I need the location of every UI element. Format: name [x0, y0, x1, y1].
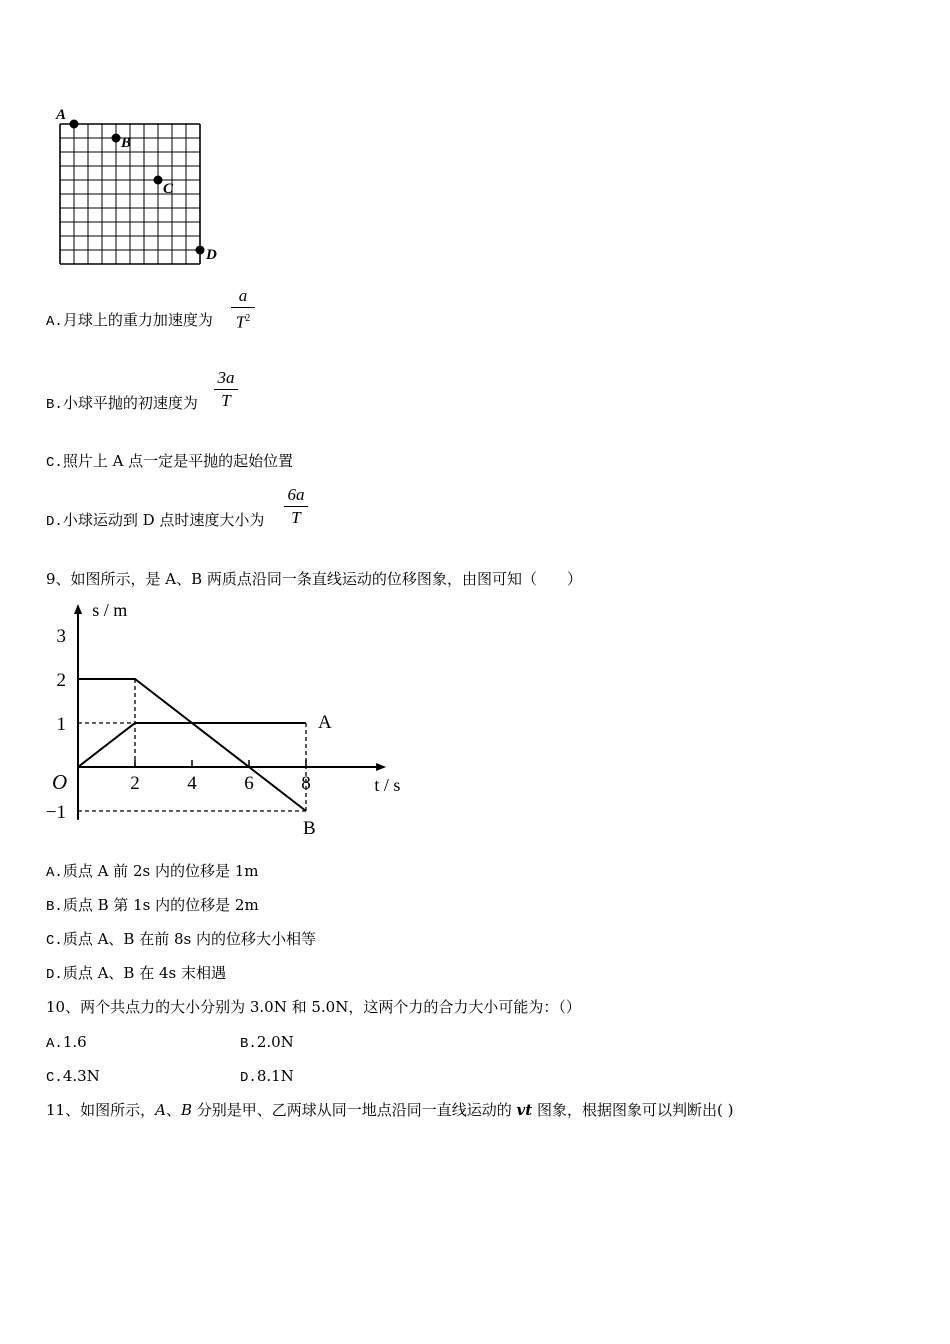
- option-letter: C.: [46, 455, 63, 471]
- x-axis-arrow: [376, 763, 386, 771]
- option-letter: A.: [46, 1036, 63, 1052]
- point-c-label: C: [163, 181, 174, 197]
- q9-option-a: [46, 861, 259, 883]
- y-axis-label: s / m: [92, 600, 128, 620]
- point-c: [154, 176, 163, 185]
- q8-option-a: [46, 310, 213, 332]
- point-d: [196, 246, 205, 255]
- y-tick-label: −1: [45, 802, 66, 823]
- series-label-b: B: [303, 818, 316, 839]
- fraction-3a-over-t: [214, 368, 238, 411]
- series-label-a: A: [318, 712, 332, 733]
- q10-option-c: [46, 1066, 100, 1088]
- x-tick-label: 2: [130, 773, 140, 794]
- option-text: 质点 A、B 在前 8s 内的位移大小相等: [62, 930, 316, 948]
- q9-option-b: [46, 895, 259, 917]
- x-tick-label: 6: [244, 773, 254, 794]
- grid-figure: [50, 100, 230, 270]
- option-letter: A.: [46, 314, 63, 330]
- option-text: 2.0N: [256, 1033, 294, 1051]
- y-tick-label: 3: [56, 626, 66, 647]
- option-text: 质点 B 第 1s 内的位移是 2m: [62, 896, 259, 914]
- option-text: 4.3N: [62, 1067, 100, 1085]
- point-a: [70, 120, 79, 129]
- option-text: 小球运动到 D 点时速度大小为: [62, 511, 265, 529]
- point-a-label: A: [56, 107, 67, 123]
- option-text: 质点 A 前 2s 内的位移是 1m: [62, 862, 259, 880]
- fraction-numerator: 6a: [287, 485, 305, 504]
- q8-option-d: [46, 510, 264, 532]
- point-d-label: D: [206, 247, 217, 263]
- q11-stem: 11、如图所示，A、B 分别是甲、乙两球从同一地点沿同一直线运动的 vt 图象，根据图象可以判断出( ): [46, 1101, 734, 1119]
- option-letter: B.: [46, 397, 63, 413]
- option-text: 质点 A、B 在 4s 末相遇: [62, 964, 226, 982]
- point-b-label: B: [121, 135, 132, 151]
- q10-option-a: [46, 1032, 87, 1054]
- q8-option-b: [46, 393, 198, 415]
- option-text: 月球上的重力加速度为: [62, 311, 213, 329]
- option-text: 1.6: [62, 1033, 87, 1051]
- x-tick-label: 4: [187, 773, 197, 794]
- origin-label: O: [52, 770, 68, 794]
- fraction-a-over-t2: [231, 286, 255, 333]
- x-tick-label: 8: [301, 773, 311, 794]
- option-letter: C.: [46, 1070, 63, 1086]
- q10-option-b: [240, 1032, 294, 1054]
- option-letter: D.: [240, 1070, 257, 1086]
- option-letter: D.: [46, 514, 63, 530]
- y-tick-label: 1: [56, 714, 66, 735]
- fraction-6a-over-t: [284, 485, 308, 528]
- q10-stem: 10、两个共点力的大小分别为 3.0N 和 5.0N，这两个力的合力大小可能为：（）: [46, 998, 581, 1016]
- option-text: 小球平抛的初速度为: [62, 394, 198, 412]
- fraction-denominator: T: [291, 508, 301, 527]
- option-text: 8.1N: [256, 1067, 294, 1085]
- option-letter: C.: [46, 933, 63, 949]
- q10-option-d: [240, 1066, 294, 1088]
- fraction-denominator: T: [221, 391, 231, 410]
- y-axis-arrow: [74, 604, 82, 614]
- q8-option-c: [46, 451, 293, 473]
- option-letter: A.: [46, 865, 63, 881]
- q9-option-c: [46, 929, 316, 951]
- displacement-time-chart: [40, 598, 420, 843]
- option-letter: B.: [240, 1036, 257, 1052]
- option-letter: D.: [46, 967, 63, 983]
- option-text: 照片上 A 点一定是平抛的起始位置: [62, 452, 294, 470]
- x-axis-label: t / s: [374, 775, 401, 795]
- y-tick-label: 2: [56, 670, 66, 691]
- point-b: [112, 134, 121, 143]
- q9-stem: 9、如图所示，是 A、B 两质点沿同一条直线运动的位移图象，由图可知（ ）: [46, 570, 582, 588]
- fraction-numerator: a: [238, 286, 248, 305]
- q9-option-d: [46, 963, 226, 985]
- option-letter: B.: [46, 899, 63, 915]
- fraction-denominator: $T^2$: [235, 312, 251, 332]
- fraction-numerator: 3a: [217, 368, 235, 387]
